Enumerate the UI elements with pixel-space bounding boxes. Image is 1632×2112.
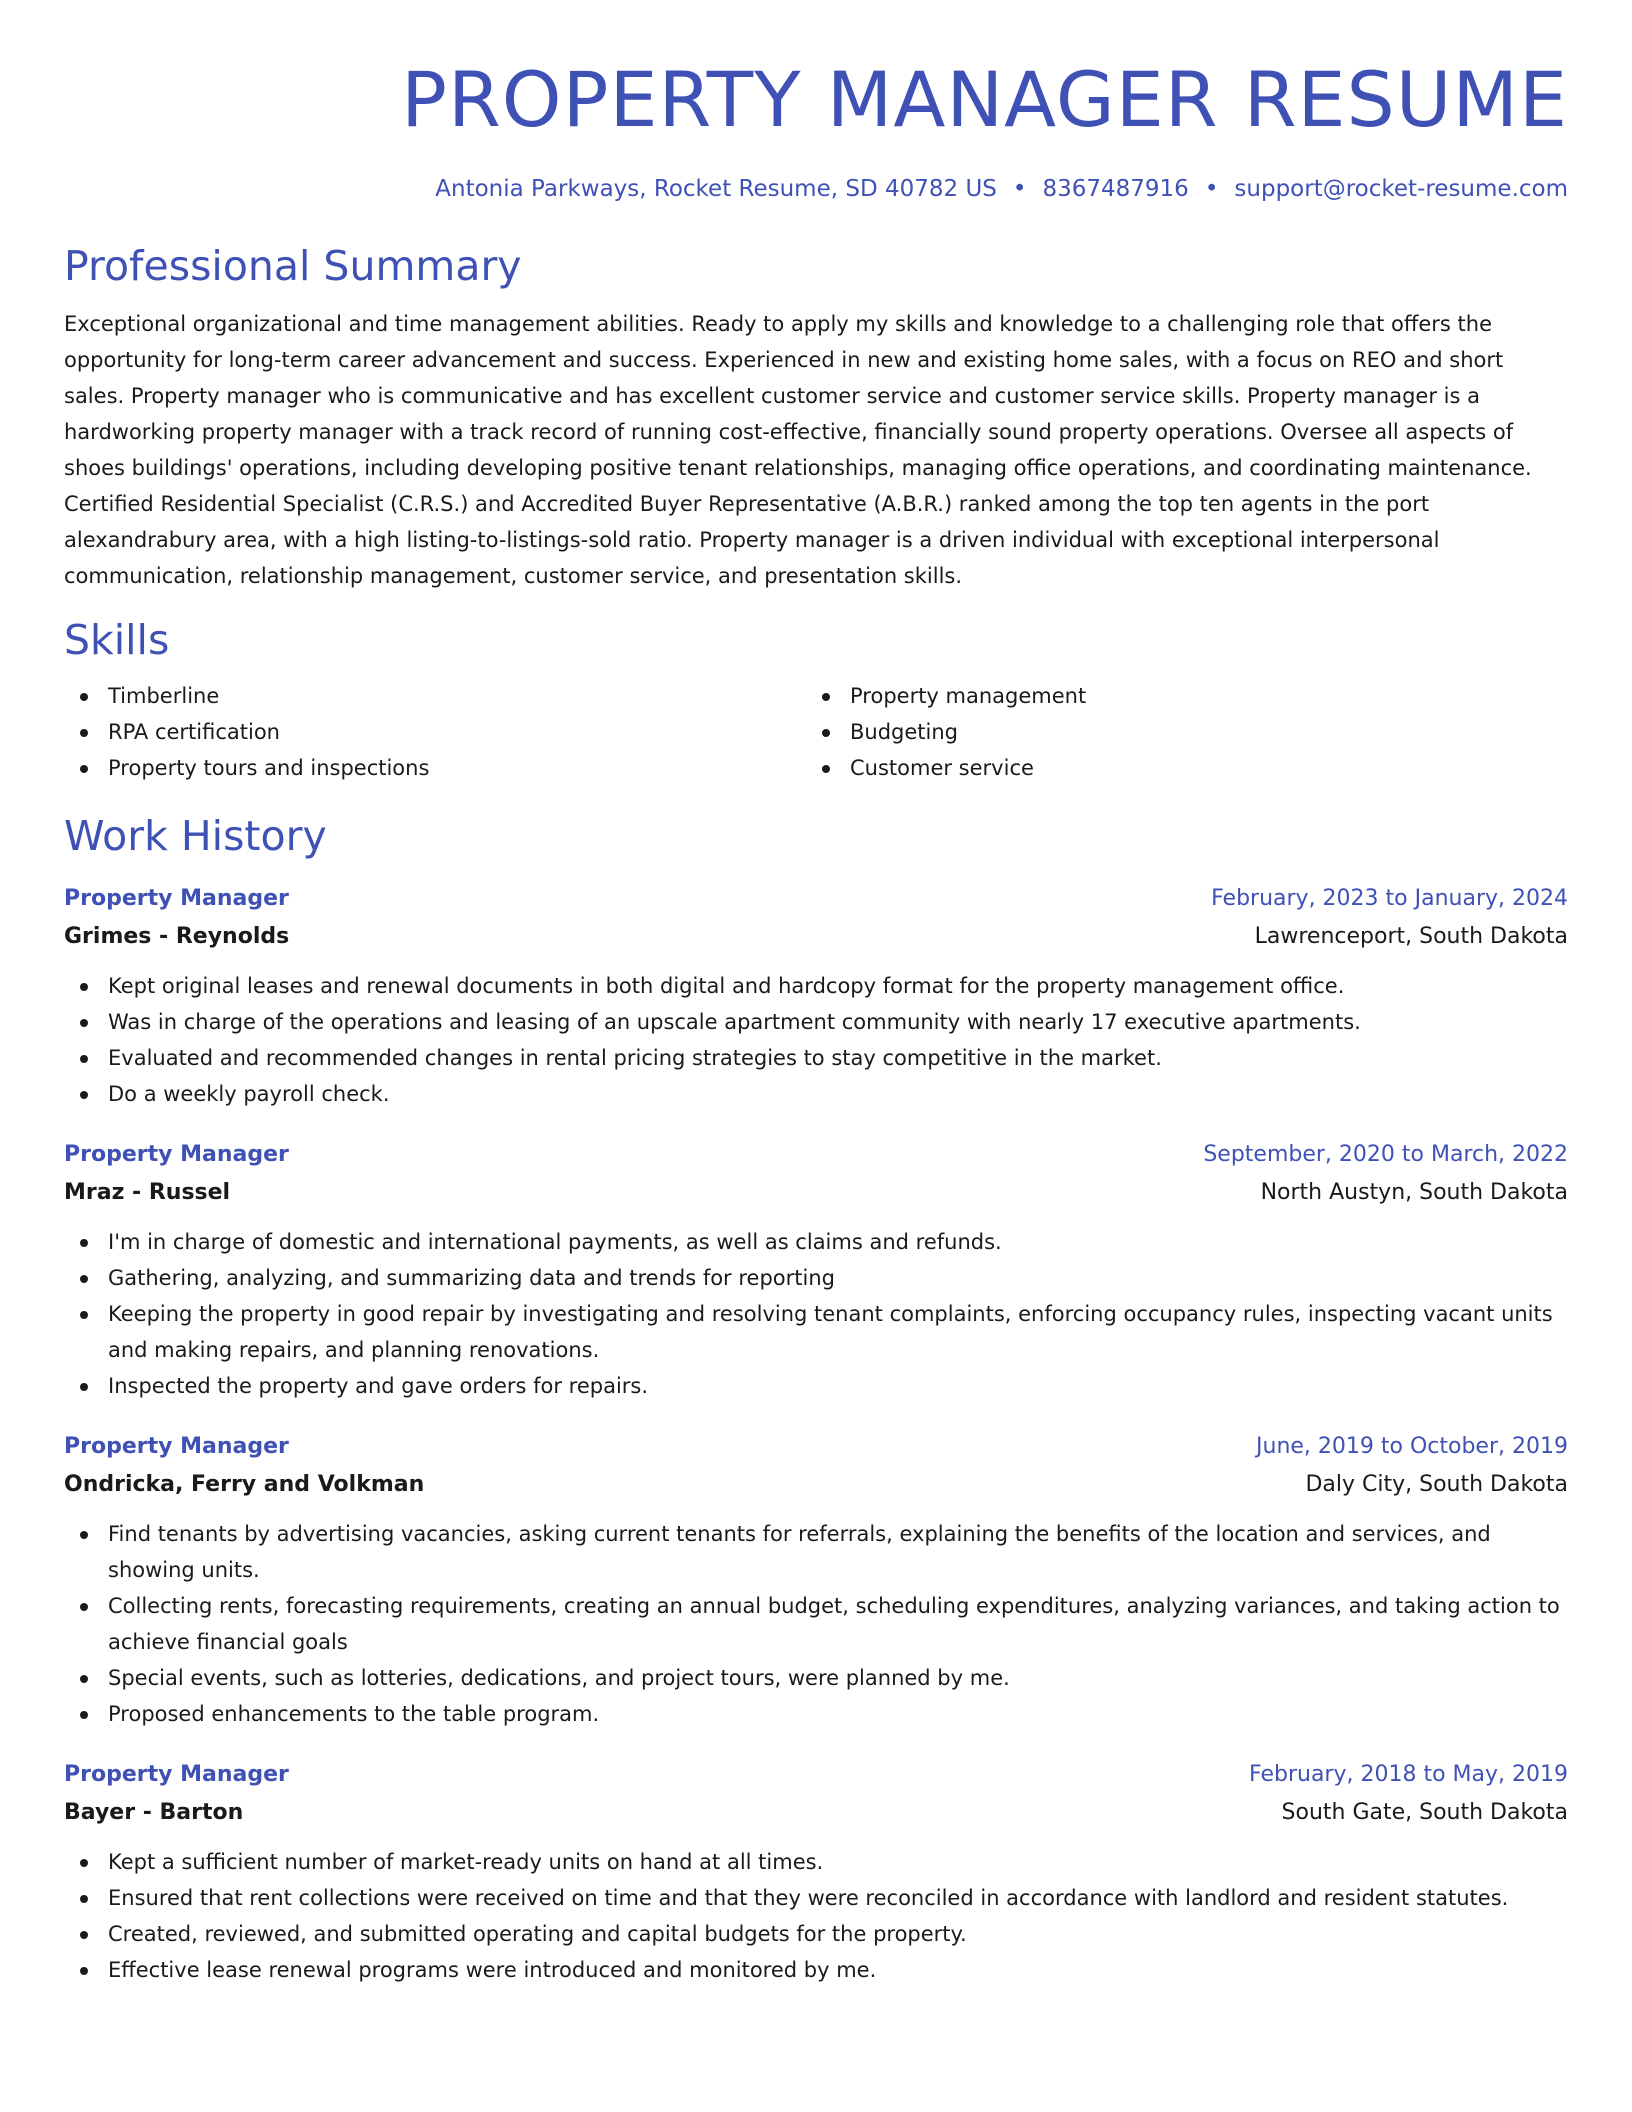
job-bullet: Proposed enhancements to the table program. — [64, 1696, 1568, 1732]
contact-separator: • — [1012, 176, 1027, 202]
skills-heading: Skills — [64, 616, 170, 664]
contact-phone: 8367487916 — [1042, 176, 1189, 202]
job-role: Property Manager — [64, 1434, 289, 1459]
skill-item: Timberline — [64, 678, 806, 714]
job-entry — [64, 1136, 1568, 1404]
skill-item: Property tours and inspections — [64, 750, 806, 786]
job-entry — [64, 1756, 1568, 1988]
skills-list — [64, 678, 1568, 786]
job-dates: September, 2020 to March, 2022 — [1203, 1142, 1568, 1167]
skill-item: Property management — [806, 678, 1548, 714]
skill-item: Budgeting — [806, 714, 1548, 750]
job-entry — [64, 1428, 1568, 1732]
skill-item: RPA certification — [64, 714, 806, 750]
job-bullet: Created, reviewed, and submitted operating and capital budgets for the property. — [64, 1916, 1568, 1952]
resume-header — [64, 52, 1568, 204]
job-bullet: Collecting rents, forecasting requirements, creating an annual budget, scheduling expenditures, analyzing variances, and taking action to achieve financial goals — [64, 1588, 1568, 1660]
job-bullet: I'm in charge of domestic and international payments, as well as claims and refunds. — [64, 1224, 1568, 1260]
job-bullets — [64, 1224, 1568, 1404]
resume-title: PROPERTY MANAGER RESUME — [401, 55, 1568, 144]
job-role: Property Manager — [64, 1762, 289, 1787]
job-bullet: Kept a sufficient number of market-ready units on hand at all times. — [64, 1844, 1568, 1880]
summary-text: Exceptional organizational and time management abilities. Ready to apply my skills and knowledge to a challenging role that offers the opportunity for long-term career advancement and success. Experienced in new and existing home sales, with a focus on REO and short sales. Property manager who is communicative and has excellent customer service and customer service skills. Property manager is a hardworking property manager with a track record of running cost-effective, financially sound property operations. Oversee all aspects of shoes buildings' operations, including developing positive tenant relationships, managing office operations, and coordinating maintenance. Certified Residential Specialist (C.R.S.) and Accredited Buyer Representative (A.B.R.) ranked among the top ten agents in the port alexandrabury area, with a high listing-to-listings-sold ratio. Property manager is a driven individual with exceptional interpersonal communication, relationship management, customer service, and presentation skills. — [64, 312, 1532, 588]
job-dates: February, 2018 to May, 2019 — [1249, 1762, 1568, 1787]
job-bullet: Inspected the property and gave orders for repairs. — [64, 1368, 1568, 1404]
job-bullet: Effective lease renewal programs were introduced and monitored by me. — [64, 1952, 1568, 1988]
skills-column-left — [64, 678, 806, 786]
job-bullet: Gathering, analyzing, and summarizing data and trends for reporting — [64, 1260, 1568, 1296]
job-dates: June, 2019 to October, 2019 — [1256, 1434, 1568, 1459]
job-entry — [64, 880, 1568, 1112]
job-bullets — [64, 1516, 1568, 1732]
summary-heading: Professional Summary — [64, 242, 522, 290]
work-history-heading: Work History — [64, 812, 327, 860]
job-bullets — [64, 1844, 1568, 1988]
job-company: Ondricka, Ferry and Volkman — [64, 1472, 425, 1497]
job-bullet: Do a weekly payroll check. — [64, 1076, 1568, 1112]
job-role: Property Manager — [64, 1142, 289, 1167]
job-bullet: Special events, such as lotteries, dedications, and project tours, were planned by me. — [64, 1660, 1568, 1696]
contact-email: support@rocket-resume.com — [1234, 176, 1568, 202]
job-bullet: Was in charge of the operations and leasing of an upscale apartment community with nearly 17 executive apartments. — [64, 1004, 1568, 1040]
job-location: Lawrenceport, South Dakota — [1254, 924, 1568, 949]
contact-line — [64, 174, 1568, 204]
job-company: Bayer - Barton — [64, 1800, 244, 1825]
skills-column-right — [806, 678, 1548, 786]
job-location: South Gate, South Dakota — [1281, 1800, 1568, 1825]
job-bullet: Find tenants by advertising vacancies, asking current tenants for referrals, explaining the benefits of the location and services, and showing units. — [64, 1516, 1568, 1588]
job-bullet: Ensured that rent collections were received on time and that they were reconciled in accordance with landlord and resident statutes. — [64, 1880, 1568, 1916]
job-location: North Austyn, South Dakota — [1260, 1180, 1568, 1205]
job-bullets — [64, 968, 1568, 1112]
job-location: Daly City, South Dakota — [1305, 1472, 1568, 1497]
contact-address: Antonia Parkways, Rocket Resume, SD 40782 US — [435, 176, 997, 202]
job-company: Mraz - Russel — [64, 1180, 231, 1205]
work-history-list — [64, 880, 1568, 1988]
job-company: Grimes - Reynolds — [64, 924, 290, 949]
skill-item: Customer service — [806, 750, 1548, 786]
job-bullet: Keeping the property in good repair by investigating and resolving tenant complaints, enforcing occupancy rules, inspecting vacant units and making repairs, and planning renovations. — [64, 1296, 1568, 1368]
resume-page — [64, 52, 1568, 1988]
job-dates: February, 2023 to January, 2024 — [1211, 886, 1568, 911]
job-role: Property Manager — [64, 886, 289, 911]
job-bullet: Kept original leases and renewal documents in both digital and hardcopy format for the property management office. — [64, 968, 1568, 1004]
job-bullet: Evaluated and recommended changes in rental pricing strategies to stay competitive in the market. — [64, 1040, 1568, 1076]
contact-separator: • — [1204, 176, 1219, 202]
